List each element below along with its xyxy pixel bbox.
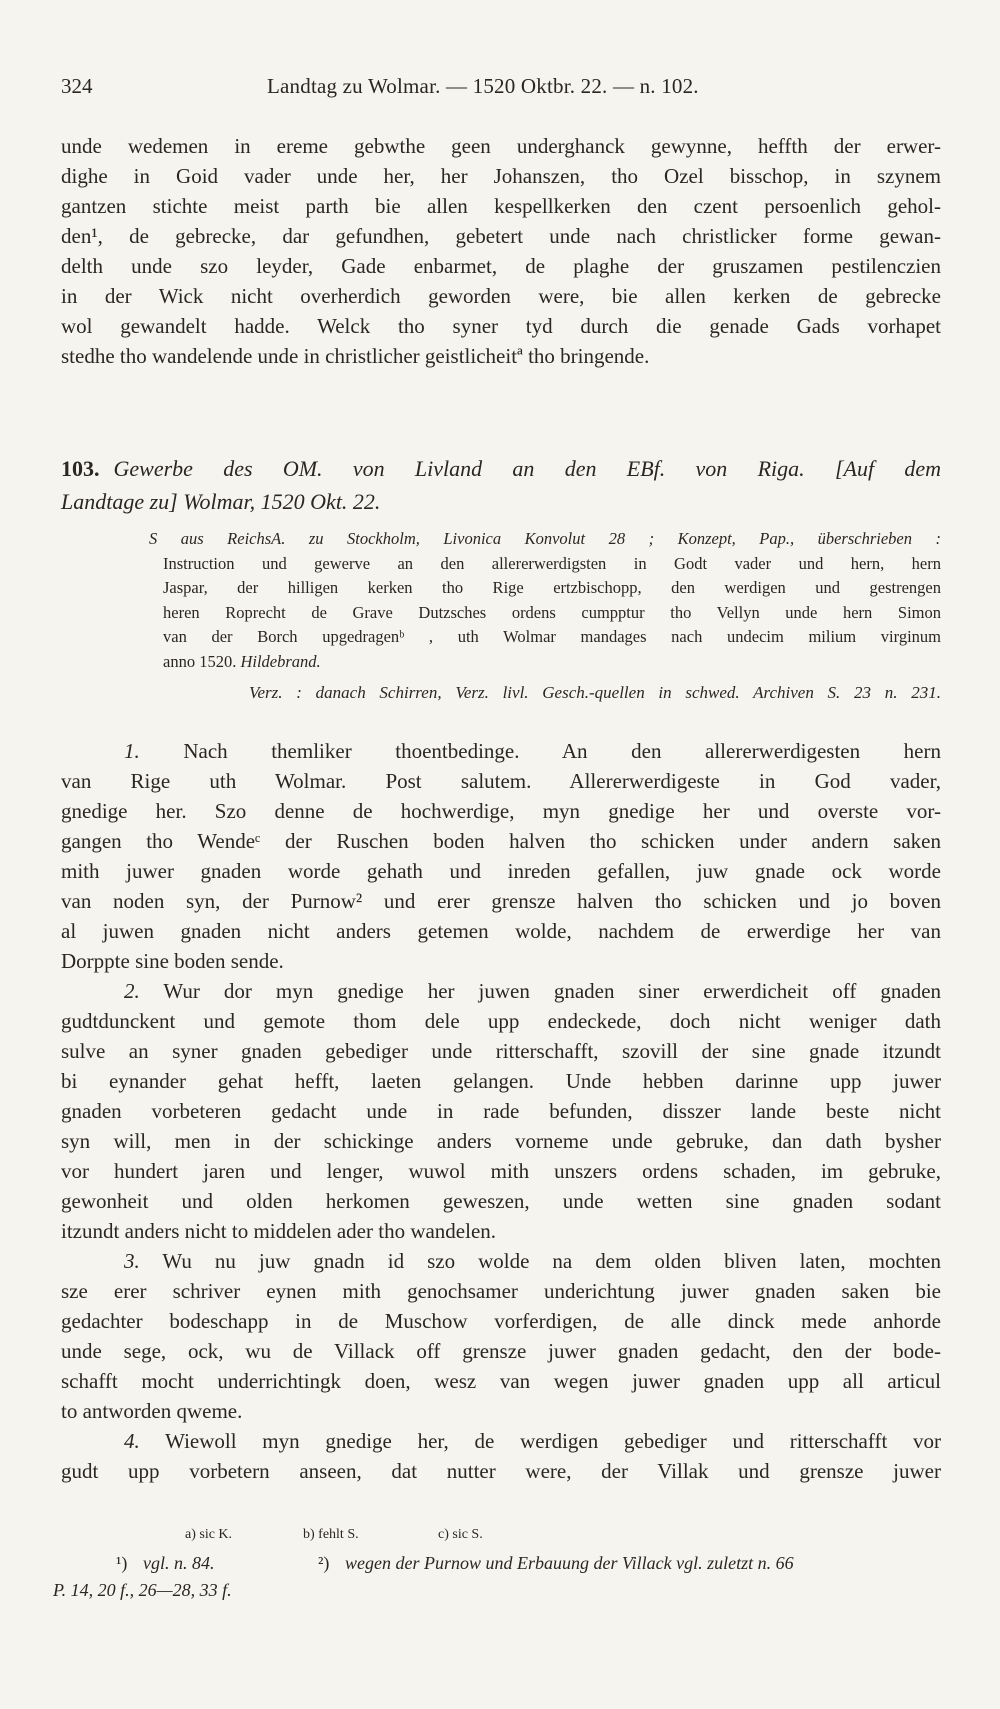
paragraph-number: 1.: [124, 739, 140, 763]
source-signer: Hildebrand.: [240, 651, 321, 671]
source-line: van der Borch upgedragenᵇ , uth Wolmar mandages nach undecim milium virginum: [163, 627, 941, 646]
text-line: schafft mocht underrichtingk doen, wesz van wegen juwer gnaden upp all articul: [61, 1369, 941, 1393]
footnote-2-mark: ²): [318, 1553, 330, 1573]
text-line: gudt upp vorbetern anseen, dat nutter were, der Villak und grensze juwer: [61, 1459, 941, 1483]
text-line: gangen tho Wendeᶜ der Ruschen boden halven tho schicken under andern saken: [61, 829, 941, 853]
running-title: Landtag zu Wolmar. — 1520 Oktbr. 22. — n. 102.: [267, 74, 699, 98]
document-number: 103.: [61, 456, 100, 481]
source-line: [163, 650, 941, 675]
text-line: bi eynander gehat hefft, laeten gelangen. Unde hebben darinne upp juwer: [61, 1069, 941, 1093]
text-line: sulve an syner gnaden gebediger unde ritterschafft, szovill der sine gnade itzundt: [61, 1039, 941, 1063]
paragraph-number: 3.: [124, 1249, 140, 1273]
footnote-1-mark: ¹): [116, 1553, 128, 1573]
heading-line: [61, 452, 941, 485]
heading-line: [61, 485, 941, 518]
text-line: gantzen stichte meist parth bie allen kespellkerken den czent persoenlich gehol-: [61, 194, 941, 218]
text-line: syn will, men in der schickinge anders vorneme unde gebruke, dan dath bysher: [61, 1129, 941, 1153]
document-title-cont: Landtage zu] Wolmar, 1520 Okt. 22.: [61, 489, 381, 514]
textual-note-c: c) sic S.: [438, 1527, 483, 1542]
text-line: van noden syn, der Purnow² und erer grensze halven tho schicken und jo boven: [61, 889, 941, 913]
document-heading: [61, 452, 941, 518]
paragraph-number: 2.: [124, 979, 140, 1003]
text-line: itzundt anders nicht to middelen ader tho wandelen.: [61, 1219, 497, 1243]
text-line: gedachter bodeschapp in de Muschow vorferdigen, de alle dinck mede anhorde: [61, 1309, 941, 1333]
text-line: gewonheit und olden herkomen geweszen, unde wetten sine gnaden sodant: [61, 1189, 941, 1213]
paragraph-2-line: 2. Wur dor myn gnedige her juwen gnaden siner erwerdicheit off gnaden: [124, 979, 942, 1003]
source-line: Instruction und gewerve an den allererwerdigsten in Godt vader und hern, hern: [163, 553, 941, 573]
text-line: dighe in Goid vader unde her, her Johanszen, tho Ozel bisschop, in szynem: [61, 164, 941, 188]
source-line: [149, 527, 941, 552]
text-line: van Rige uth Wolmar. Post salutem. Allererwerdigeste in God vader,: [61, 769, 941, 793]
footnote-2: wegen der Purnow und Erbauung der Villack vgl. zuletzt n. 66: [345, 1553, 794, 1573]
text-line: to antworden qweme.: [61, 1399, 243, 1423]
footnote-1: vgl. n. 84.: [143, 1553, 215, 1573]
register-reference: Verz. : danach Schirren, Verz. livl. Gesch.-quellen in schwed. Archiven S. 23 n. 231.: [249, 683, 941, 702]
text-line: vor hundert jaren und lenger, wuwol mith unszers ordens schaden, im gebruke,: [61, 1159, 941, 1183]
page-header: [61, 74, 941, 104]
text-line: Dorppte sine boden sende.: [61, 949, 284, 973]
text-line: gnedige her. Szo denne de hochwerdige, myn gnedige her und overste vor-: [61, 799, 941, 823]
text-line: stedhe tho wandelende unde in christlicher geistlicheitª tho bringende.: [61, 344, 650, 368]
text-line: den¹, de gebrecke, dar gefundhen, gebetert unde nach christlicker forme gewan-: [61, 224, 941, 248]
text-line: gudtdunckent und gemote thom dele upp endeckede, doch nicht weniger dath: [61, 1009, 941, 1033]
document-title: Gewerbe des OM. von Livland an den EBf. von Riga. [Auf dem: [113, 456, 941, 481]
paragraph-4-line: 4. Wiewoll myn gnedige her, de werdigen gebediger und ritterschafft vor: [124, 1429, 941, 1453]
text-line: al juwen gnaden nicht anders getemen wolde, nachdem de erwerdige her van: [61, 919, 941, 943]
page-number: 324: [61, 74, 93, 98]
source-archive: S aus ReichsA. zu Stockholm, Livonica Konvolut 28 ; Konzept, Pap., überschrieben :: [149, 529, 941, 548]
textual-note-a: a) sic K.: [185, 1527, 233, 1542]
text-line: wol gewandelt hadde. Welck tho syner tyd durch die genade Gads vorhapet: [61, 314, 941, 338]
source-note: [149, 527, 941, 674]
textual-note-b: b) fehlt S.: [303, 1527, 359, 1542]
text-line: sze erer schriver eynen mith genochsamer underichtung juwer gnaden saken bie: [61, 1279, 941, 1303]
text-line: delth unde szo leyder, Gade enbarmet, de plaghe der gruszamen pestilenczien: [61, 254, 941, 278]
paragraph-3-line: 3. Wu nu juw gnadn id szo wolde na dem olden bliven laten, mochten: [124, 1249, 941, 1273]
footnote-2-cont: P. 14, 20 f., 26—28, 33 f.: [53, 1580, 232, 1600]
text-line: in der Wick nicht overherdich geworden were, bie allen kerken de gebrecke: [61, 284, 941, 308]
text-line: unde wedemen in ereme gebwthe geen underghanck gewynne, heffth der erwer-: [61, 134, 941, 158]
source-line: Jaspar, der hilligen kerken tho Rige ertzbischopp, den werdigen und gestrengen: [163, 578, 941, 597]
paragraph-1-line: 1. Nach themliker thoentbedinge. An den allererwerdigesten hern: [124, 739, 942, 763]
source-date: anno 1520.: [163, 651, 241, 671]
previous-document-tail: [61, 131, 941, 371]
source-line: heren Roprecht de Grave Dutzsches ordens cumpptur tho Vellyn unde hern Simon: [163, 602, 941, 622]
text-line: mith juwer gnaden worde gehath und inreden gefallen, juw gnade ock worde: [61, 859, 941, 883]
text-line: unde sege, ock, wu de Villack off grensze juwer gnaden gedacht, den der bode-: [61, 1339, 941, 1363]
text-line: gnaden vorbeteren gedacht unde in rade befunden, disszer lande beste nicht: [61, 1099, 941, 1123]
document-body: [61, 736, 941, 1486]
paragraph-number: 4.: [124, 1429, 140, 1453]
